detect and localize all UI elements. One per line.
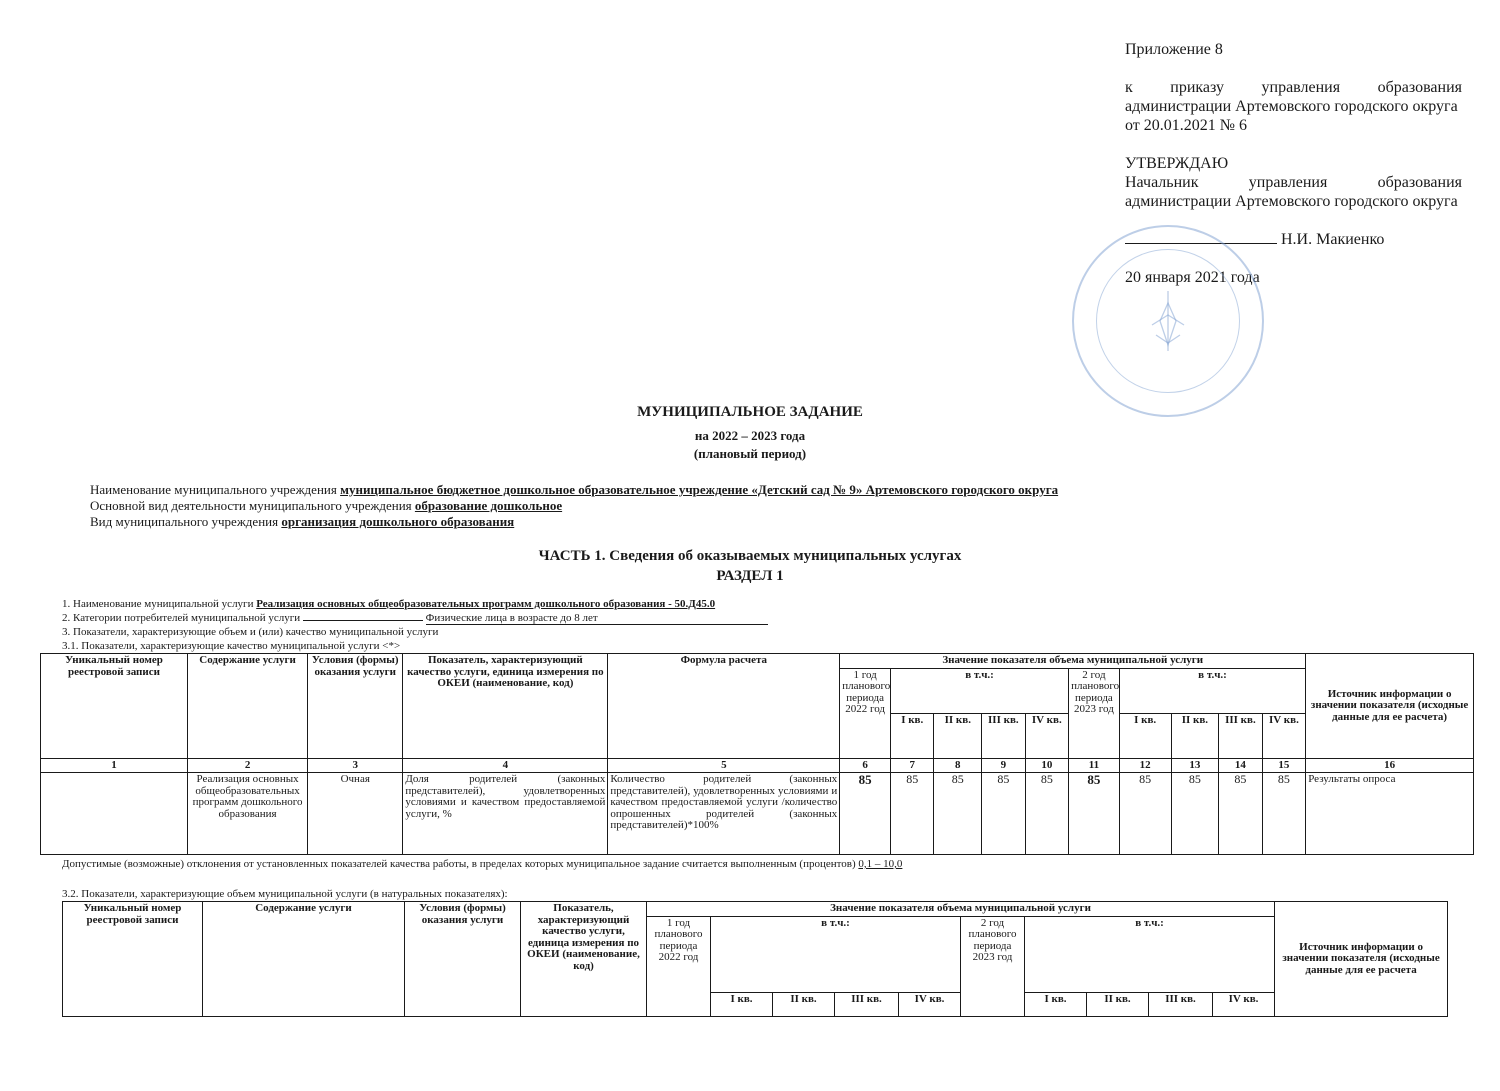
- t1-num: 7: [890, 758, 933, 773]
- t1-h-q8: IV кв.: [1262, 713, 1306, 758]
- t1-cell-indicator: Доля родителей (законных представителей), удовлетворенных условиями и качеством предоставляемой услуги, %: [403, 773, 608, 855]
- org-name-line: [90, 481, 1058, 498]
- t1-cell-q7: 85: [1219, 773, 1262, 855]
- official-stamp: [1072, 225, 1264, 417]
- stamp-emblem-icon: [1072, 225, 1264, 417]
- org-name-label: Наименование муниципального учреждения: [90, 482, 337, 497]
- t1-num: 3: [308, 758, 403, 773]
- t2-h-content: Содержание услуги: [203, 902, 405, 1017]
- t1-num: 12: [1119, 758, 1171, 773]
- t2-h-q7: III кв.: [1149, 992, 1213, 1017]
- t1-num: 9: [982, 758, 1025, 773]
- t2-h-q4: IV кв.: [899, 992, 961, 1017]
- table1-header-row-1: [41, 654, 1474, 669]
- org-activity-line: [90, 497, 562, 514]
- order-date: от 20.01.2021 № 6: [1125, 117, 1248, 134]
- t1-h-source: Источник информации о значении показателя (исходные данные для ее расчета): [1306, 654, 1474, 759]
- t1-num: 2: [188, 758, 308, 773]
- org-activity-label: Основной вид деятельности муниципального учреждения: [90, 498, 412, 513]
- document-title: МУНИЦИПАЛЬНОЕ ЗАДАНИЕ: [637, 404, 863, 420]
- t1-cell-id: [41, 773, 188, 855]
- t1-h-q6: II кв.: [1171, 713, 1219, 758]
- quality-indicators-table: [40, 653, 1474, 855]
- org-type-label: Вид муниципального учреждения: [90, 514, 279, 529]
- t1-cell-cond: Очная: [308, 773, 403, 855]
- t2-h-indicator: Показатель, характеризующий качество услуги, единица измерения по ОКЕИ (наименование, код): [521, 902, 647, 1017]
- org-type-value: организация дошкольного образования: [281, 514, 515, 529]
- t1-h-q4: IV кв.: [1025, 713, 1068, 758]
- t1-num: 15: [1262, 758, 1306, 773]
- table1-numbers-row: [41, 758, 1474, 773]
- item-3-1: 3.1. Показатели, характеризующие качество муниципальной услуги <*>: [62, 640, 401, 652]
- org-activity-value: образование дошкольное: [414, 498, 563, 513]
- t1-h-id: Уникальный номер реестровой записи: [41, 654, 188, 759]
- t1-h-q5: I кв.: [1119, 713, 1171, 758]
- org-type-line: [90, 513, 514, 530]
- t1-h-q7: III кв.: [1219, 713, 1262, 758]
- document-period: (плановый период): [693, 446, 807, 461]
- t1-num: 6: [840, 758, 891, 773]
- section-title: РАЗДЕЛ 1: [716, 568, 784, 584]
- table1-data-row: [41, 773, 1474, 855]
- t1-h-q2: II кв.: [934, 713, 982, 758]
- volume-indicators-table: [62, 901, 1448, 1017]
- signer-name: Н.И. Макиенко: [1281, 231, 1385, 248]
- deviation-value: 0,1 – 10,0: [858, 858, 903, 870]
- t2-h-value: Значение показателя объема муниципальной услуги: [647, 902, 1275, 917]
- t1-h-formula: Формула расчета: [608, 654, 840, 759]
- org-name-value: муниципальное бюджетное дошкольное образовательное учреждение «Детский сад № 9» Артемовского городского округа: [340, 482, 1059, 497]
- t1-h-content: Содержание услуги: [188, 654, 308, 759]
- t1-num: 1: [41, 758, 188, 773]
- approver-position: Начальник управления образования администрации Артемовского городского округа: [1125, 174, 1462, 210]
- t2-h-source: Источник информации о значении показателя (исходные данные для ее расчета: [1275, 902, 1448, 1017]
- t1-cell-q4: 85: [1025, 773, 1068, 855]
- document-years: на 2022 – 2023 года: [694, 428, 806, 443]
- t1-cell-content: Реализация основных общеобразовательных программ дошкольного образования: [188, 773, 308, 855]
- t1-num: 8: [934, 758, 982, 773]
- item-1: [62, 598, 715, 610]
- t1-cell-2022: 85: [840, 773, 891, 855]
- order-text: к приказу управления образования администрации Артемовского городского округа: [1125, 79, 1462, 115]
- t1-cell-q6: 85: [1171, 773, 1219, 855]
- t2-h-id: Уникальный номер реестровой записи: [63, 902, 203, 1017]
- item-1-value: Реализация основных общеобразовательных программ дошкольного образования - 50.Д45.0: [256, 598, 716, 610]
- item-3-2: 3.2. Показатели, характеризующие объем муниципальной услуги (в натуральных показателях):: [62, 888, 508, 900]
- t1-h-q1: I кв.: [890, 713, 933, 758]
- deviation-text: Допустимые (возможные) отклонения от установленных показателей качества работы, в пределах которых муниципальное задание считается выполненным (процентов): [62, 858, 856, 870]
- t1-h-year2: 2 год планового периода 2023 год: [1069, 668, 1120, 758]
- t1-h-incl-2: в т.ч.:: [1119, 668, 1305, 713]
- item-2-label: 2. Категории потребителей муниципальной услуги: [62, 612, 301, 624]
- t1-cell-formula: Количество родителей (законных представителей), удовлетворенных условиями и качеством предоставляемой услуги /количество опрошенных родителей (законных представителей)*100%: [608, 773, 840, 855]
- t1-cell-q3: 85: [982, 773, 1025, 855]
- t2-h-cond: Условия (формы) оказания услуги: [405, 902, 521, 1017]
- table2-header-row-1: [63, 902, 1448, 917]
- item-2: [62, 612, 768, 624]
- t1-h-q3: III кв.: [982, 713, 1025, 758]
- t1-num: 5: [608, 758, 840, 773]
- t2-h-incl-1: в т.ч.:: [711, 916, 961, 992]
- t2-h-year2: 2 год планового периода 2023 год: [961, 916, 1025, 1017]
- t2-h-year1: 1 год планового периода 2022 год: [647, 916, 711, 1017]
- item-1-label: 1. Наименование муниципальной услуги: [62, 598, 254, 610]
- t1-h-value: Значение показателя объема муниципальной услуги: [840, 654, 1306, 669]
- part-title: ЧАСТЬ 1. Сведения об оказываемых муниципальных услугах: [538, 548, 962, 564]
- t1-num: 14: [1219, 758, 1262, 773]
- t1-cell-q8: 85: [1262, 773, 1306, 855]
- item-2-value: Физические лица в возрасте до 8 лет: [426, 612, 768, 625]
- t1-h-incl-1: в т.ч.:: [890, 668, 1068, 713]
- t1-h-indicator: Показатель, характеризующий качество услуги, единица измерения по ОКЕИ (наименование, код): [403, 654, 608, 759]
- t1-h-cond: Условия (формы) оказания услуги: [308, 654, 403, 759]
- t1-cell-source: Результаты опроса: [1306, 773, 1474, 855]
- t1-num: 4: [403, 758, 608, 773]
- t2-h-q5: I кв.: [1025, 992, 1087, 1017]
- t1-h-year1: 1 год планового периода 2022 год: [840, 668, 891, 758]
- t1-num: 11: [1069, 758, 1120, 773]
- t1-num: 13: [1171, 758, 1219, 773]
- t2-h-q8: IV кв.: [1213, 992, 1275, 1017]
- appendix-label: Приложение 8: [1125, 41, 1223, 58]
- t2-h-q6: II кв.: [1087, 992, 1149, 1017]
- t1-cell-q1: 85: [890, 773, 933, 855]
- approve-label: УТВЕРЖДАЮ: [1125, 155, 1229, 172]
- t1-cell-q5: 85: [1119, 773, 1171, 855]
- item-2-leader-line: [303, 620, 423, 621]
- deviation-note: [62, 858, 902, 870]
- t2-h-q1: I кв.: [711, 992, 773, 1017]
- t1-num: 10: [1025, 758, 1068, 773]
- sign-date: 20 января 2021 года: [1125, 269, 1260, 286]
- t1-num: 16: [1306, 758, 1474, 773]
- t1-cell-2023: 85: [1069, 773, 1120, 855]
- item-3: 3. Показатели, характеризующие объем и (или) качество муниципальной услуги: [62, 626, 439, 638]
- t2-h-q3: III кв.: [835, 992, 899, 1017]
- t2-h-q2: II кв.: [773, 992, 835, 1017]
- t1-cell-q2: 85: [934, 773, 982, 855]
- t2-h-incl-2: в т.ч.:: [1025, 916, 1275, 992]
